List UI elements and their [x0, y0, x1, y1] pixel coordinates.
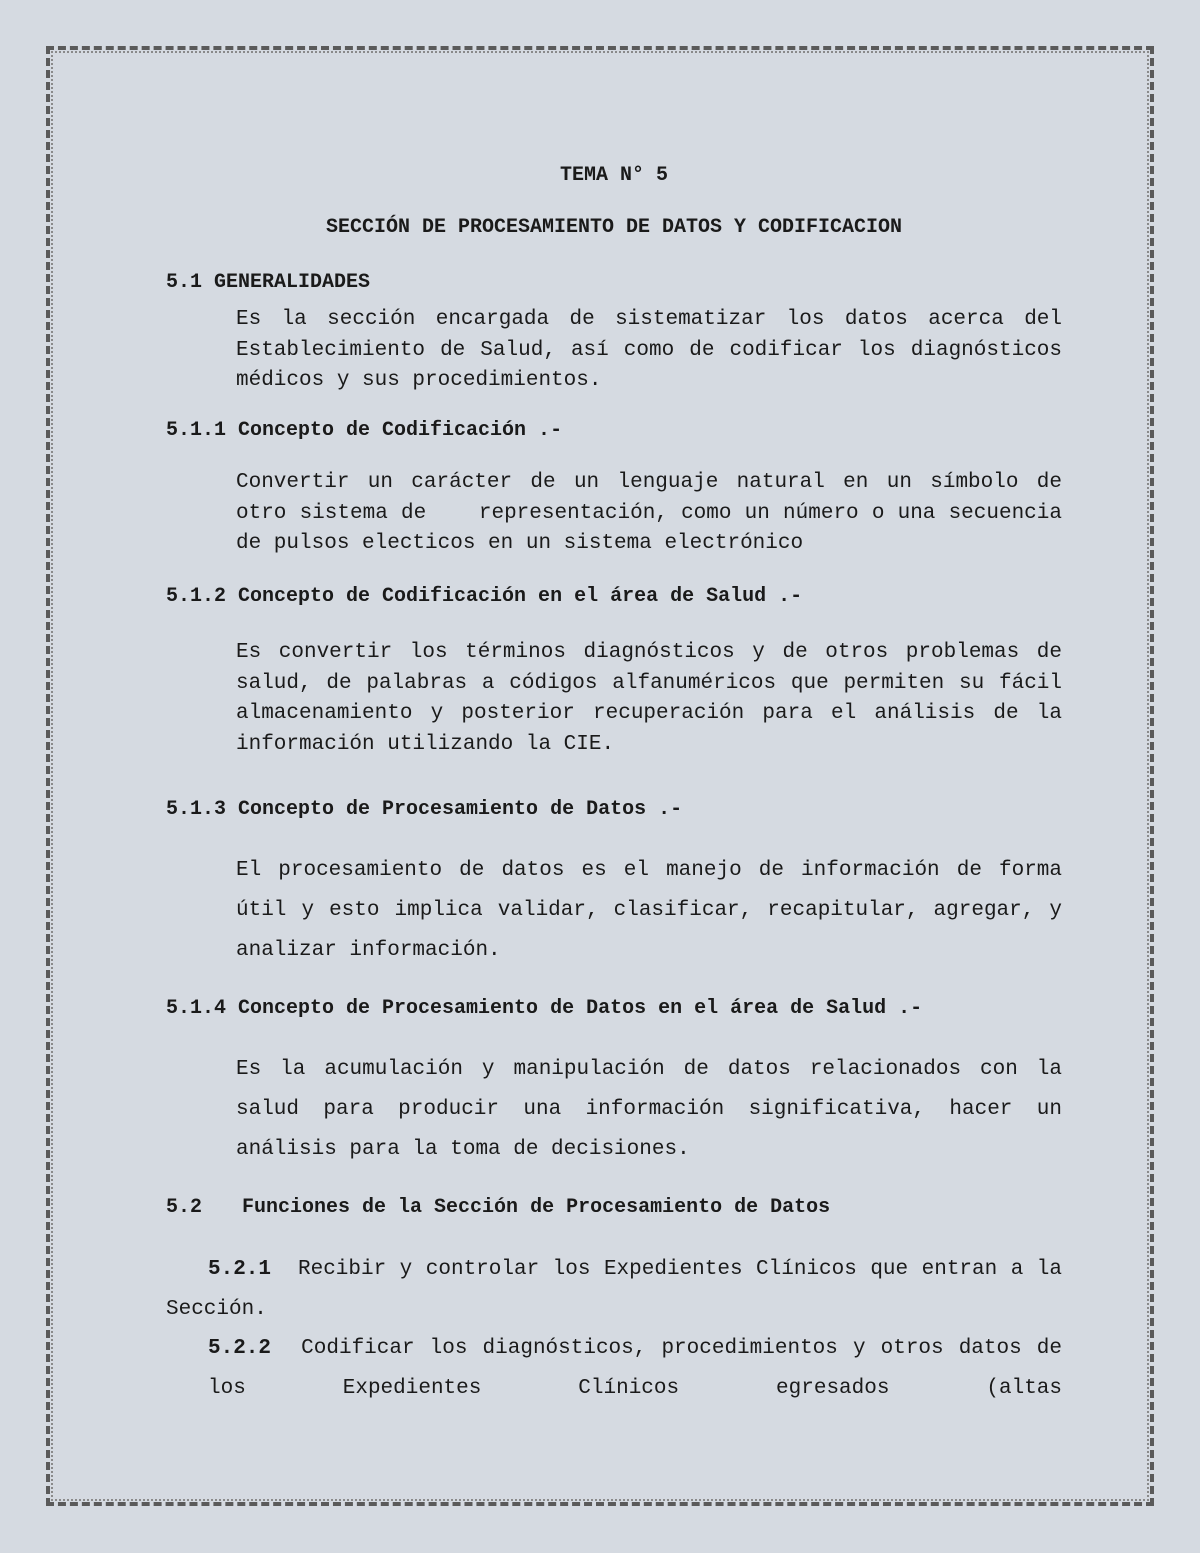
paragraph-5-1-2: Es convertir los términos diagnósticos y de otros problemas de salud, de palabras a códigos alfanuméricos que permiten su fácil almacenamiento y posterior recuperación para el análisis de la información utilizando la CIE. — [236, 641, 1062, 756]
heading-5-1: 5.1 GENERALIDADES — [166, 271, 371, 294]
section-title: SECCIÓN DE PROCESAMIENTO DE DATOS Y CODIFICACION — [325, 216, 903, 239]
heading-5-2 — [166, 1196, 830, 1219]
heading-5-1-3: 5.1.3 Concepto de Procesamiento de Datos .- — [166, 798, 683, 821]
heading-5-1-4: 5.1.4 Concepto de Procesamiento de Datos en el área de Salud .- — [166, 997, 923, 1020]
function-5-2-1-number: 5.2.1 — [208, 1258, 272, 1281]
function-5-2-2-number: 5.2.2 — [208, 1337, 272, 1360]
paragraph-5-1: Es la sección encargada de sistematizar los datos acerca del Establecimiento de Salud, así como de codificar los diagnósticos médicos y sus procedimientos. — [236, 308, 1062, 392]
paragraph-5-1-3: El procesamiento de datos es el manejo de información de forma útil y esto implica validar, clasificar, recapitular, agregar, y analizar información. — [236, 859, 1062, 962]
function-5-2-2-text: Codificar los diagnósticos, procedimientos y otros datos de los Expedientes Clínicos egresados (altas — [208, 1337, 1062, 1400]
heading-5-1-2: 5.1.2 Concepto de Codificación en el área de Salud .- — [166, 585, 803, 608]
heading-5-1-1: 5.1.1 Concepto de Codificación .- — [166, 419, 563, 442]
function-5-2-1-text: Recibir y controlar los Expedientes Clínicos que entran a la Sección. — [166, 1258, 1062, 1321]
heading-5-2-text: Funciones de la Sección de Procesamiento de Datos — [242, 1196, 831, 1219]
function-5-2-1 — [166, 1250, 1062, 1330]
function-5-2-2 — [208, 1329, 1062, 1409]
document-title: TEMA N° 5 — [559, 164, 669, 187]
paragraph-5-1-1: Convertir un carácter de un lenguaje natural en un símbolo de otro sistema de representación, como un número o una secuencia de pulsos electicos en un sistema electrónico — [236, 471, 1075, 555]
paragraph-5-1-4: Es la acumulación y manipulación de datos relacionados con la salud para producir una información significativa, hacer un análisis para la toma de decisiones. — [236, 1058, 1062, 1161]
heading-5-2-number: 5.2 — [166, 1196, 203, 1219]
